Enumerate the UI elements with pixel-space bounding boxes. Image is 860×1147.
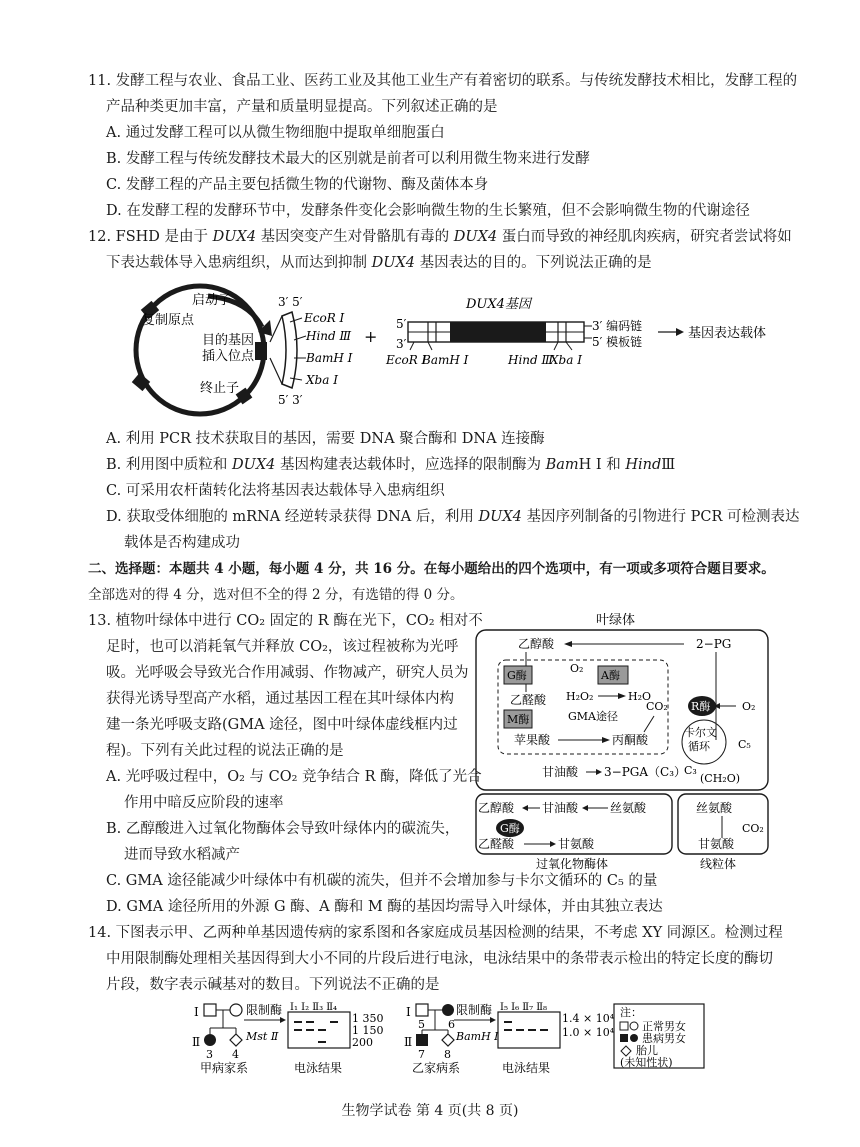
peroxisome-glycine: 甘氨酸	[558, 837, 595, 851]
origin-label: 复制原点	[142, 313, 195, 328]
promoter-label: 启动子	[192, 293, 232, 308]
pedigree-number-7: 7	[418, 1048, 425, 1061]
q12-option-b: B. 利用图中质粒和 DUX4 基因构建表达载体时，应选择的限制酶为 BamH Ⅰ 和 HindⅢ	[106, 457, 676, 473]
section2-line1: 二、选择题：本题共 4 小题，每小题 4 分，共 16 分。在每小题给出的四个选项中，有一项或多项符合题目要求。	[88, 561, 775, 577]
insert-label-1: 目的基因	[202, 333, 255, 348]
co2-label-1: CO₂	[646, 700, 668, 713]
family2-label: 乙家病系	[412, 1061, 461, 1075]
pedigree-male-normal	[204, 1004, 216, 1016]
pedigree-number-5: 5	[418, 1018, 425, 1031]
pedigree-number-3: 3	[206, 1048, 213, 1061]
generation-i-label-2: Ⅰ	[406, 1005, 411, 1019]
generation-i-label: Ⅰ	[194, 1005, 199, 1019]
q13-option-a-line1: A. 光呼吸过程中，O₂ 与 CO₂ 竞争结合 R 酶，降低了光合	[106, 769, 482, 785]
strand-end-top: 3′ 5′	[278, 295, 303, 309]
legend-female-normal	[630, 1022, 638, 1030]
mito-serine: 丝氨酸	[696, 801, 733, 815]
mst-label: Mst Ⅱ	[246, 1030, 279, 1043]
peroxisome-glycerate: 甘油酸	[542, 801, 579, 815]
gene-xbai-label: Xba Ⅰ	[550, 353, 582, 367]
legend-fetus	[621, 1046, 631, 1056]
pedigree-number-6: 6	[448, 1018, 455, 1031]
q13-option-b-line1: B. 乙醇酸进入过氧化物酶体会导致叶绿体内的碳流失，	[106, 821, 460, 837]
malate-label: 苹果酸	[514, 733, 551, 747]
m-enzyme-label: M酶	[507, 713, 530, 726]
gene-coding-region	[450, 322, 546, 342]
q11-option-d: D. 在发酵工程的发酵环节中，发酵条件变化会影响微生物的生长繁殖，但不会影响微生物的代谢途径	[106, 203, 750, 219]
legend-male-normal	[620, 1022, 628, 1030]
bamhi-label-q14: BamH Ⅰ	[456, 1030, 499, 1043]
gel1-bp-1150: 1 150	[352, 1024, 384, 1037]
gene-bamhi-label: BamH Ⅰ	[422, 353, 469, 367]
insert-label-2: 插入位点	[202, 349, 255, 364]
calvin-label-2: 循环	[688, 740, 710, 753]
q13-option-a-line2: 作用中暗反应阶段的速率	[124, 795, 284, 811]
mito-co2: CO₂	[742, 822, 764, 835]
pedigree-female-normal	[230, 1004, 242, 1016]
gel1-bp-200: 200	[352, 1036, 373, 1049]
q13-option-b-line2: 进而导致水稻减产	[124, 847, 240, 863]
q11-stem-line1: 11. 发酵工程与农业、食品工业、医药工业及其他工业生产有着密切的联系。与传统发酵技术相比，发酵工程的	[88, 73, 798, 89]
family1-label: 甲病家系	[200, 1061, 249, 1075]
xbai-label: Xba Ⅰ	[306, 373, 338, 387]
gel2-lane-labels: Ⅰ₅ Ⅰ₆ Ⅱ₇ Ⅱ₈	[500, 1002, 548, 1013]
glycolate-label: 乙醇酸	[518, 637, 555, 651]
pedigree-female-affected-2	[442, 1004, 454, 1016]
q12-option-d-line2: 载体是否构建成功	[124, 535, 240, 551]
pedigree-male-affected	[416, 1034, 428, 1046]
q12-option-d-line1: D. 获取受体细胞的 mRNA 经逆转录获得 DNA 后，利用 DUX4 基因序列制备的引物进行 PCR 可检测表达	[106, 509, 800, 525]
c5-label: C₅	[738, 738, 751, 751]
q11-stem-line2: 产品种类更加丰富，产量和质量明显提高。下列叙述正确的是	[106, 99, 498, 115]
a-enzyme-label: A酶	[601, 669, 620, 682]
chloroplast-label: 叶绿体	[596, 613, 636, 628]
gel2-bp-1p4e4: 1.4 × 10⁴	[562, 1012, 615, 1025]
q11-option-b: B. 发酵工程与传统发酵技术最大的区别就是前者可以利用微生物来进行发酵	[106, 151, 590, 167]
peroxisome-glycolate: 乙醇酸	[478, 801, 515, 815]
legend-unknown-label: (未知性状)	[620, 1056, 673, 1069]
q11-option-c: C. 发酵工程的产品主要包括微生物的代谢物、酶及菌体本身	[106, 177, 489, 193]
result-label: 基因表达载体	[688, 326, 767, 341]
q13-stem-line1: 13. 植物叶绿体中进行 CO₂ 固定的 R 酶在光下，CO₂ 相对不	[88, 613, 483, 629]
pedigree-fetus-2	[442, 1034, 454, 1046]
q13-option-d: D. GMA 途径所用的外源 G 酶、A 酶和 M 酶的基因均需导入叶绿体，并由其独立表达	[106, 899, 663, 915]
insertion-fan	[282, 312, 297, 388]
section2-line2: 全部选对的得 4 分，选对但不全的得 2 分，有选错的得 0 分。	[88, 587, 464, 603]
ecori-label: EcoR Ⅰ	[304, 311, 345, 325]
page-footer: 生物学试卷 第 4 页(共 8 页)	[341, 1103, 519, 1119]
mito-glycine: 甘氨酸	[698, 837, 735, 851]
generation-ii-label-2: Ⅱ	[404, 1035, 413, 1049]
insertion-site-marker	[255, 342, 267, 360]
gene-end-left-top: 5′	[396, 317, 407, 331]
pyruvate-label: 丙酮酸	[612, 733, 649, 747]
mitochondria-label: 线粒体	[700, 857, 737, 871]
ch2o-label: (CH₂O)	[700, 772, 741, 785]
enzyme-label-2: 限制酶	[456, 1003, 493, 1017]
pedigree-male-normal-2	[416, 1004, 428, 1016]
legend-fetus-label: 胎儿	[636, 1044, 658, 1057]
q13-option-c: C. GMA 途径能减少叶绿体中有机碳的流失，但并不会增加参与卡尔文循环的 C₅ 的量	[106, 873, 658, 889]
coding-strand-label: 3′ 编码链	[592, 319, 643, 333]
pedigree-number-4: 4	[232, 1048, 239, 1061]
g-enzyme-label: G酶	[507, 669, 527, 682]
pga-label: 3−PGA（C₃）	[604, 765, 687, 779]
q14-stem-line3: 片段，数字表示碱基对的数目。下列说法不正确的是	[106, 977, 440, 993]
r-enzyme-label: R酶	[691, 700, 711, 713]
strand-end-bottom: 5′ 3′	[278, 393, 303, 407]
peroxisome-g-enzyme-label: G酶	[500, 822, 520, 835]
q14-stem-line2: 中用限制酶处理相关基因得到大小不同的片段后进行电泳，电泳结果中的条带表示检出的特定长度的酶切	[106, 951, 773, 967]
peroxisome-label: 过氧化物酶体	[536, 857, 609, 871]
q12-stem-line2: 下表达载体导入患病组织，从而达到抑制 DUX4 基因表达的目的。下列说法正确的是	[106, 255, 652, 271]
h2o2-label: H₂O₂	[566, 690, 594, 703]
q13-stem-line4: 获得光诱导型高产水稻，通过基因工程在其叶绿体内构	[106, 691, 454, 707]
gene-ecori-label: EcoR Ⅰ	[386, 353, 427, 367]
legend-normal-label: 正常男女	[642, 1020, 686, 1033]
q14-stem-line1: 14. 下图表示甲、乙两种单基因遗传病的家系图和各家庭成员基因检测的结果，不考虑 XY 同源区。检测过程	[88, 925, 783, 941]
h2o-label: H₂O	[628, 690, 652, 703]
plus-sign: +	[364, 327, 378, 346]
terminator-label: 终止子	[200, 381, 240, 396]
enzyme-label-1: 限制酶	[246, 1003, 283, 1017]
template-strand-label: 5′ 模板链	[592, 335, 643, 349]
gma-label: GMA途径	[568, 710, 618, 723]
q12-option-a: A. 利用 PCR 技术获取目的基因，需要 DNA 聚合酶和 DNA 连接酶	[106, 431, 545, 447]
q12-option-c: C. 可采用农杆菌转化法将基因表达载体导入患病组织	[106, 483, 445, 499]
q13-stem-line3: 吸。光呼吸会导致光合作用减弱、作物减产，研究人员为	[106, 665, 469, 681]
generation-ii-label: Ⅱ	[192, 1035, 201, 1049]
q12-stem-line1: 12. FSHD 是由于 DUX4 基因突变产生对骨骼肌有毒的 DUX4 蛋白而导致的神经肌肉疾病，研究者尝试将如	[88, 229, 792, 245]
pedigree-female-affected	[204, 1034, 216, 1046]
pedigree-diagram	[190, 1000, 710, 1074]
plasmid-diagram	[110, 282, 767, 422]
glycerate-label: 甘油酸	[542, 765, 579, 779]
gene-hindiii-label: Hind Ⅲ	[508, 353, 554, 367]
q13-stem-line5: 建一条光呼吸支路(GMA 途径，图中叶绿体虚线框内过	[106, 717, 458, 733]
photorespiration-diagram	[474, 612, 774, 870]
c3-label: C₃	[684, 764, 697, 777]
o2-label-2: O₂	[742, 700, 756, 713]
calvin-label-1: 卡尔文	[684, 726, 717, 739]
legend-female-affected	[630, 1034, 638, 1042]
gel2-bp-1p0e4: 1.0 × 10⁴	[562, 1026, 615, 1039]
q13-stem-line2: 足时，也可以消耗氧气并释放 CO₂，该过程被称为光呼	[106, 639, 459, 655]
legend-note-label: 注：	[620, 1006, 642, 1019]
gel1-bp-1350: 1 350	[352, 1012, 384, 1025]
gene-label: DUX4基因	[466, 297, 531, 312]
o2-label: O₂	[570, 662, 584, 675]
pedigree-number-8: 8	[444, 1048, 451, 1061]
peroxisome-serine: 丝氨酸	[610, 801, 647, 815]
legend-affected-label: 患病男女	[642, 1032, 686, 1045]
pg-label: 2−PG	[696, 637, 732, 651]
glyoxylate-label: 乙醛酸	[510, 693, 547, 707]
result1-label: 电泳结果	[294, 1061, 343, 1075]
gene-end-left-bottom: 3′	[396, 337, 407, 351]
result-arrow	[676, 328, 684, 336]
legend-male-affected	[620, 1034, 628, 1042]
q11-option-a: A. 通过发酵工程可以从微生物细胞中提取单细胞蛋白	[106, 125, 445, 141]
result2-label: 电泳结果	[502, 1061, 551, 1075]
hindiii-label: Hind Ⅲ	[306, 329, 352, 343]
pedigree-fetus	[230, 1034, 242, 1046]
q13-stem-line6: 程)。下列有关此过程的说法正确的是	[106, 743, 344, 759]
gel1-lane-labels: Ⅰ₁ Ⅰ₂ Ⅱ₃ Ⅱ₄	[290, 1002, 338, 1013]
peroxisome-glyoxylate: 乙醛酸	[478, 837, 515, 851]
bamhi-label: BamH Ⅰ	[306, 351, 353, 365]
